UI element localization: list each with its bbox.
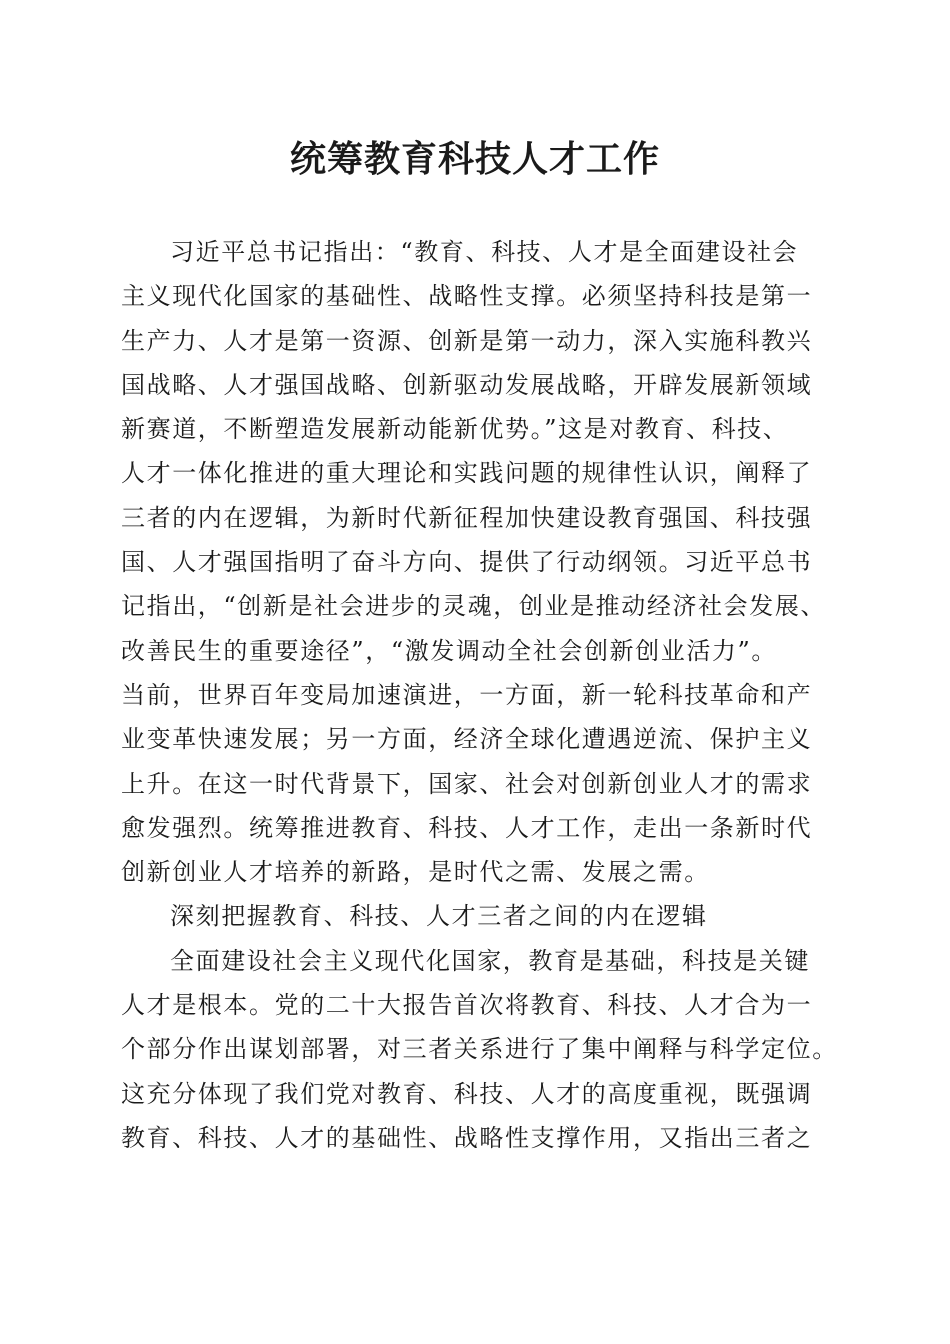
- body-line: 记指出，“创新是社会进步的灵魂，创业是推动经济社会发展、: [121, 592, 827, 621]
- body-line: 这充分体现了我们党对教育、科技、人才的高度重视，既强调: [121, 1079, 813, 1108]
- body-line: 上升。在这一时代背景下，国家、社会对创新创业人才的需求: [121, 769, 813, 798]
- body-line: 主义现代化国家的基础性、战略性支撑。必须坚持科技是第一: [121, 282, 813, 311]
- body-line: 创新创业人才培养的新路，是时代之需、发展之需。: [121, 858, 710, 887]
- body-line: 人才一体化推进的重大理论和实践问题的规律性认识，阐释了: [121, 459, 813, 488]
- body-line: 业变革快速发展；另一方面，经济全球化遭遇逆流、保护主义: [121, 725, 813, 754]
- body-line: 教育、科技、人才的基础性、战略性支撑作用，又指出三者之: [121, 1123, 813, 1152]
- body-line: 全面建设社会主义现代化国家，教育是基础，科技是关键: [170, 946, 810, 975]
- body-line: 三者的内在逻辑，为新时代新征程加快建设教育强国、科技强: [121, 503, 813, 532]
- body-line: 深刻把握教育、科技、人才三者之间的内在逻辑: [170, 902, 708, 931]
- body-line: 个部分作出谋划部署，对三者关系进行了集中阐释与科学定位。: [121, 1035, 838, 1064]
- body-line: 习近平总书记指出：“教育、科技、人才是全面建设社会: [170, 238, 799, 266]
- document-title: 统筹教育科技人才工作: [289, 138, 660, 180]
- body-line: 当前，世界百年变局加速演进，一方面，新一轮科技革命和产: [121, 680, 813, 709]
- body-line: 生产力、人才是第一资源、创新是第一动力，深入实施科教兴: [121, 326, 813, 355]
- body-line: 人才是根本。党的二十大报告首次将教育、科技、人才合为一: [121, 991, 813, 1020]
- body-line: 国、人才强国指明了奋斗方向、提供了行动纲领。习近平总书: [121, 548, 813, 577]
- body-line: 新赛道，不断塑造发展新动能新优势。”这是对教育、科技、: [121, 415, 789, 444]
- body-line: 国战略、人才强国战略、创新驱动发展战略，开辟发展新领域: [121, 370, 813, 399]
- body-line: 愈发强烈。统筹推进教育、科技、人才工作，走出一条新时代: [121, 813, 813, 842]
- body-line: 改善民生的重要途径”，“激发调动全社会创新创业活力”。: [121, 636, 778, 665]
- document-body: [121, 230, 841, 1160]
